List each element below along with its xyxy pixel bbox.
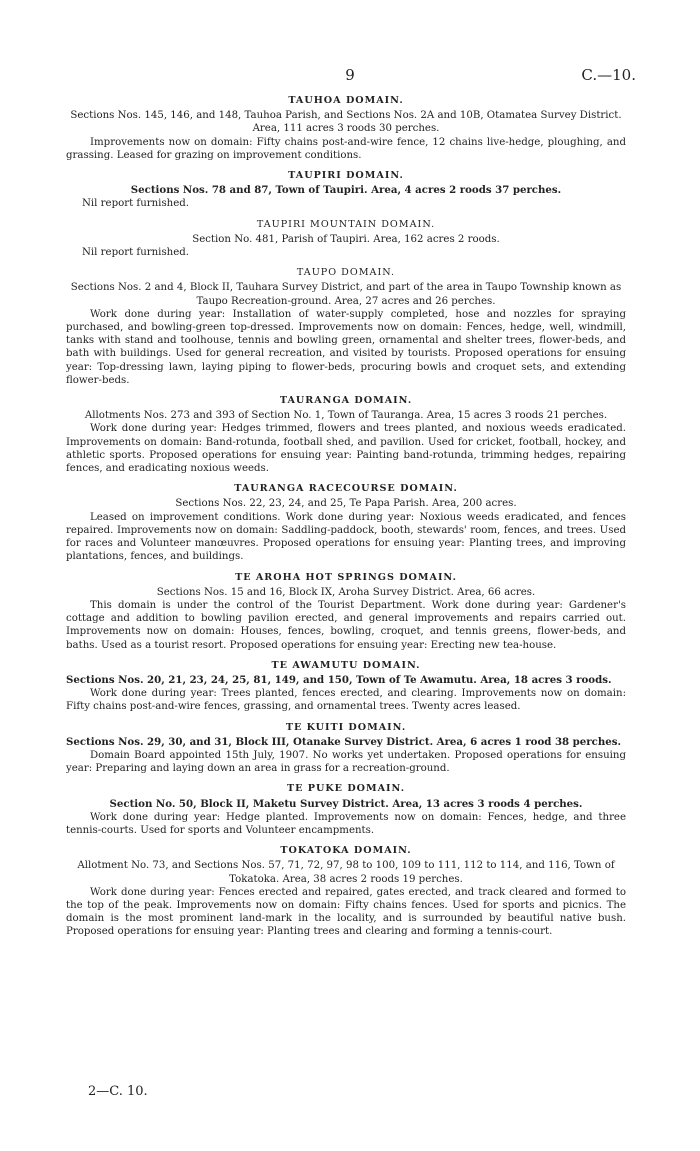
section-body: Work done during year: Installation of water-supply completed, hose and nozzles for spraying purchased, and bowling-green top-dressed. Improvements now on domain: Fences, hedge, well, windmill, tanks with stand and toolhouse, tennis and bowling green, ornamental and shelter trees, flower-beds, and bath with buildings. Used for general recreation, and visited by tourists. Proposed operations for ensuing year: Top-dressing lawn, laying piping to flower-beds, procuring bowls and croquet sets, and extending flower-beds. xyxy=(66,308,626,386)
section-body: Domain Board appointed 15th July, 1907. No works yet undertaken. Proposed operations for ensuing year: Preparing and laying down an area in grass for a recreation-ground. xyxy=(66,749,626,775)
domain-section-te-kuiti xyxy=(66,721,626,776)
land-description: Section No. 50, Block II, Maketu Survey District. Area, 13 acres 3 roods 4 perches. xyxy=(109,797,583,810)
content xyxy=(66,94,626,946)
land-description: Sections Nos. 20, 21, 23, 24, 25, 81, 149, and 150, Town of Te Awamutu. Area, 18 acres 3 roods. xyxy=(66,673,612,686)
land-description: Allotment No. 73, and Sections Nos. 57, 71, 72, 97, 98 to 100, 109 to 111, 112 to 114, and 116, Town of Tokatoka. Area, 38 acres 2 roods 19 perches. xyxy=(77,860,615,885)
domain-section-te-aroha-hot-springs xyxy=(66,571,626,652)
land-description: Section No. 481, Parish of Taupiri. Area, 162 acres 2 roods. xyxy=(192,233,500,245)
section-heading: TAUPIRI DOMAIN. xyxy=(288,170,404,182)
domain-section-te-puke xyxy=(66,782,626,837)
section-heading: TAUPIRI MOUNTAIN DOMAIN. xyxy=(256,218,436,230)
section-heading: TAUHOA DOMAIN. xyxy=(288,95,404,106)
land-description: Sections Nos. 29, 30, and 31, Block III, Otanake Survey District. Area, 6 acres 1 rood 38 perches. xyxy=(66,735,622,748)
domain-section-te-awamutu xyxy=(66,659,626,714)
land-description: Sections Nos. 2 and 4, Block II, Tauhara Survey District, and part of the area in Taupo Township known as Taupo Recreation-ground. Area, 27 acres and 26 perches. xyxy=(70,282,622,307)
land-description: Allotments Nos. 273 and 393 of Section No. 1, Town of Tauranga. Area, 15 acres 3 roods 21 perches. xyxy=(84,410,608,422)
land-description: Sections Nos. 145, 146, and 148, Tauhoa Parish, and Sections Nos. 2A and 10B, Otamatea Survey District. Area, 111 acres 3 roods 30 perches. xyxy=(70,110,622,135)
domain-section-tauranga-racecourse xyxy=(66,482,626,563)
section-heading: TE AROHA HOT SPRINGS DOMAIN. xyxy=(235,571,457,583)
section-body: This domain is under the control of the Tourist Department. Work done during year: Gardener's cottage and addition to bowling pavilion erected, and general improvements and repairs carried out. Improvements now on domain: Houses, fences, bowling, croquet, and tennis greens, flower-beds, and baths. Used as a tourist resort. Proposed operations for ensuing year: Erecting new tea-house. xyxy=(66,599,626,651)
land-description: Sections Nos. 15 and 16, Block IX, Aroha Survey District. Area, 66 acres. xyxy=(156,586,536,598)
domain-section-tauhoa xyxy=(66,94,626,162)
section-heading: TAUPO DOMAIN. xyxy=(296,267,396,279)
domain-section-tokatoka xyxy=(66,844,626,938)
section-body: Work done during year: Trees planted, fences erected, and clearing. Improvements now on domain: Fifty chains post-and-wire fences, grassing, and ornamental trees. Twenty acres leased. xyxy=(66,688,626,713)
section-heading: TAURANGA DOMAIN. xyxy=(279,395,413,407)
section-heading: TE PUKE DOMAIN. xyxy=(286,783,406,795)
footer-signature: 2—C. 10. xyxy=(88,1084,148,1099)
land-description: Sections Nos. 22, 23, 24, and 25, Te Papa Parish. Area, 200 acres. xyxy=(175,498,517,510)
land-description: Sections Nos. 78 and 87, Town of Taupiri. Area, 4 acres 2 roods 37 perches. xyxy=(130,184,562,197)
section-body: Nil report furnished. xyxy=(82,247,190,259)
domain-section-taupo xyxy=(66,266,626,387)
section-heading: TAURANGA RACECOURSE DOMAIN. xyxy=(234,483,458,495)
section-body: Improvements now on domain: Fifty chains post-and-wire fence, 12 chains live-hedge, ploughing, and grassing. Leased for grazing on improvement conditions. xyxy=(66,136,626,161)
domain-section-taupiri xyxy=(66,169,626,211)
section-heading: TE KUITI DOMAIN. xyxy=(285,721,407,733)
page-code: C.—10. xyxy=(581,66,636,84)
section-heading: TOKATOKA DOMAIN. xyxy=(280,845,412,857)
domain-section-taupiri-mountain xyxy=(66,218,626,260)
section-body: Leased on improvement conditions. Work done during year: Noxious weeds eradicated, and fences repaired. Improvements now on domain: Saddling-paddock, booth, stewards' room, fences, and trees. Used for races and Volunteer manœuvres. Proposed operations for ensuing year: Planting trees, and improving plantations, fences, and buildings. xyxy=(66,511,626,563)
section-body: Work done during year: Hedges trimmed, flowers and trees planted, and noxious weeds eradicated. Improvements on domain: Band-rotunda, football shed, and pavilion. Used for cricket, football, hockey, and athletic sports. Proposed operations for ensuing year: Painting band-rotunda, trimming hedges, repairing fences, and eradicating noxious weeds. xyxy=(66,423,626,475)
section-heading: TE AWAMUTU DOMAIN. xyxy=(271,659,421,671)
section-body: Work done during year: Hedge planted. Improvements now on domain: Fences, hedge, and three tennis-courts. Used for sports and Volunteer encampments. xyxy=(66,811,626,836)
section-body: Work done during year: Fences erected and repaired, gates erected, and track cleared and formed to the top of the peak. Improvements now on domain: Fifty chains fences. Used for sports and picnics. The domain is the most prominent land-mark in the locality, and is surrounded by beautiful native bush. Proposed operations for ensuing year: Planting trees and clearing and forming a tennis-court. xyxy=(66,886,626,938)
page-number: 9 xyxy=(345,66,355,84)
domain-section-tauranga xyxy=(66,394,626,475)
section-body: Nil report furnished. xyxy=(82,198,190,210)
